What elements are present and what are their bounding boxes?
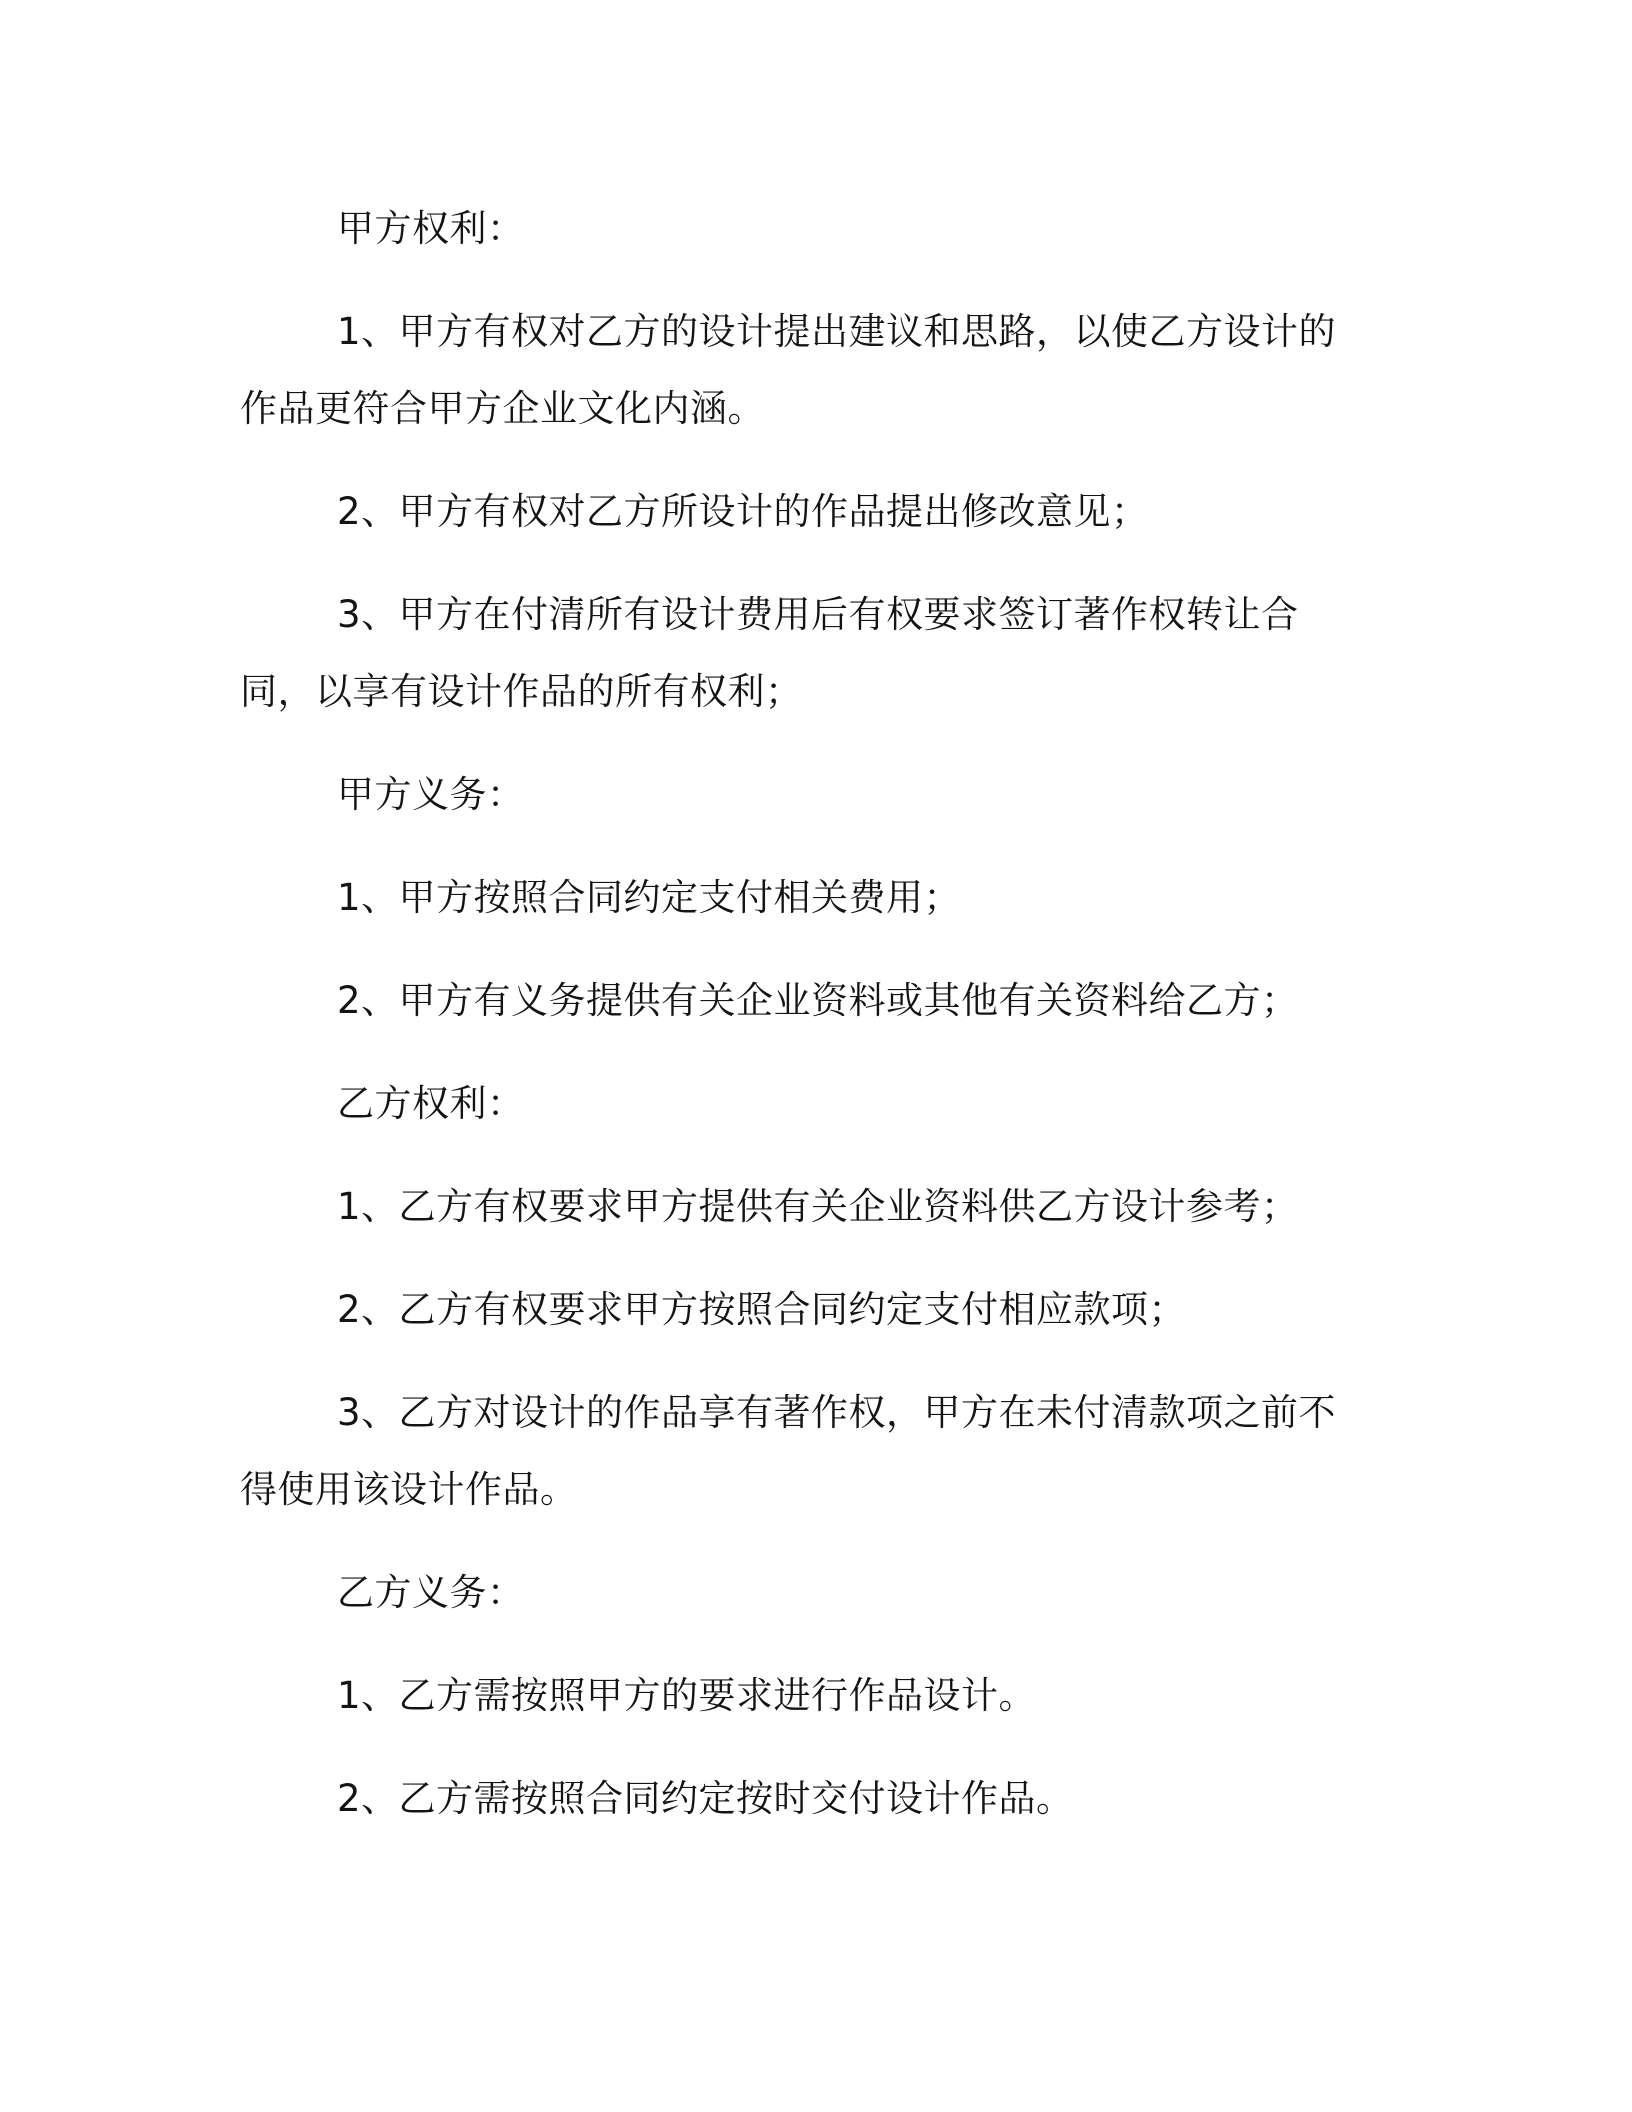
- party-a-obligations-item-1: 1、甲方按照合同约定支付相关费用；: [337, 876, 962, 919]
- party-b-rights-item-1: 1、乙方有权要求甲方提供有关企业资料供乙方设计参考；: [337, 1185, 1299, 1228]
- party-b-rights-item-3: 3、乙方对设计的作品享有著作权，甲方在未付清款项之前不得使用该设计作品。: [240, 1391, 1337, 1511]
- party-a-obligations-item-2: 2、甲方有义务提供有关企业资料或其他有关资料给乙方；: [337, 979, 1299, 1022]
- section-heading-party-b-obligations: 乙方义务：: [337, 1571, 525, 1614]
- party-b-rights-item-2: 2、乙方有权要求甲方按照合同约定支付相应款项；: [337, 1288, 1187, 1331]
- section-heading-party-a-rights: 甲方权利：: [337, 207, 525, 250]
- section-heading-party-b-rights: 乙方权利：: [337, 1082, 525, 1125]
- party-b-obligations-item-1: 1、乙方需按照甲方的要求进行作品设计。: [337, 1674, 1037, 1717]
- party-a-rights-item-3: 3、甲方在付清所有设计费用后有权要求签订著作权转让合同，以享有设计作品的所有权利；: [240, 593, 1299, 713]
- party-a-rights-item-2: 2、甲方有权对乙方所设计的作品提出修改意见；: [337, 490, 1149, 533]
- section-heading-party-a-obligations: 甲方义务：: [337, 773, 525, 816]
- party-a-rights-item-1: 1、甲方有权对乙方的设计提出建议和思路，以使乙方设计的作品更符合甲方企业文化内涵。: [240, 310, 1337, 430]
- document-body: [240, 190, 1360, 1837]
- party-b-obligations-item-2: 2、乙方需按照合同约定按时交付设计作品。: [337, 1777, 1074, 1820]
